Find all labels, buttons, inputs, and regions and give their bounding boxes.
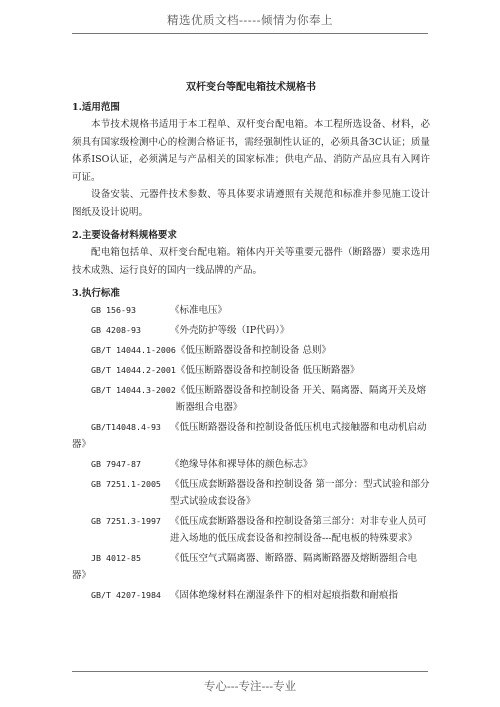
standard-code: JB 4012-85 — [91, 553, 141, 563]
standard-name: 《低压断路器设备和控制设备低压机电式接触器和电动机启动器》 — [72, 422, 427, 450]
standard-item — [72, 419, 430, 453]
scope-paragraph-1: 本节技术规格书适用于本工程单、双杆变台配电箱。本工程所选设备、材料，必须具有国家级检测中心的检测合格证书，需经强制性认证的，必须具备3C认证；质量体系ISO认证，必须满足与产品相关的国家标准；供电产品、消防产品应具有入网许可证。 — [72, 119, 430, 183]
standard-name: 《绝缘导体和裸导体的颜色标志》 — [170, 459, 313, 470]
standard-item — [72, 382, 430, 416]
standard-item — [72, 456, 430, 473]
standard-code: GB 7251.3-1997 — [91, 516, 161, 526]
standard-name: 《低压断路器设备和控制设备 开关、隔离器、隔离开关及熔断器组合电器》 — [175, 385, 426, 413]
standard-code: GB 7947-87 — [91, 459, 141, 469]
standard-item — [72, 362, 430, 379]
standard-name: 《固体绝缘材料在潮湿条件下的相对起痕指数和耐痕指 — [170, 590, 399, 601]
section-heading-standards: 3.执行标准 — [72, 288, 120, 299]
document-body — [72, 78, 430, 607]
document-title: 双杆变台等配电箱技术规格书 — [186, 82, 316, 93]
standard-item — [72, 322, 430, 339]
standard-code: GB/T 14044.1-2006 — [91, 345, 176, 355]
standard-item — [72, 302, 430, 319]
standard-item — [72, 476, 430, 510]
page-footer: 专心---专注---专业 — [203, 679, 297, 693]
page-header: 精选优质文档-----倾情为你奉上 — [167, 13, 333, 27]
standard-name: 《低压断路器设备和控制设备 总则》 — [175, 345, 331, 356]
standard-code: GB 156-93 — [91, 305, 136, 315]
scope-paragraph-2: 设备安装、元器件技术参数、等具体要求请遵照有关规范和标准并参见施工设计图纸及设计说明。 — [72, 189, 430, 218]
standards-list — [72, 302, 430, 604]
standard-item — [72, 513, 430, 547]
standard-item — [72, 342, 430, 359]
standard-code: GB/T14048.4-93 — [91, 422, 161, 432]
standard-item — [72, 550, 430, 584]
standard-name: 《低压成套断路器设备和控制设备 第一部分：型式试验和部分型式试验成套设备》 — [170, 479, 430, 507]
standard-name: 《标准电压》 — [170, 305, 228, 316]
standard-name: 《低压成套断路器设备和控制设备第三部分：对非专业人员可进入场地的低压成套设备和控制设备---配电板的特殊要求》 — [170, 516, 427, 544]
standard-item — [72, 587, 430, 604]
standard-name: 《低压空气式隔离器、断路器、隔离断路器及熔断器组合电器》 — [72, 553, 418, 581]
materials-paragraph: 配电箱包括单、双杆变台配电箱。箱体内开关等重要元器件（断路器）要求选用技术成熟、运行良好的国内一线品牌的产品。 — [72, 247, 430, 276]
header-divider — [72, 33, 428, 34]
standard-code: GB 7251.1-2005 — [91, 479, 161, 489]
standard-name: 《外壳防护等级（IP代码）》 — [170, 325, 290, 336]
standard-name: 《低压断路器设备和控制设备 低压断路器》 — [175, 365, 360, 376]
standard-code: GB/T 4207-1984 — [91, 590, 161, 600]
section-heading-scope: 1.适用范围 — [72, 102, 120, 113]
standard-code: GB 4208-93 — [91, 325, 141, 335]
footer-divider — [72, 671, 428, 672]
standard-code: GB/T 14044.2-2001 — [91, 365, 176, 375]
section-heading-materials: 2.主要设备材料规格要求 — [72, 230, 177, 241]
standard-code: GB/T 14044.3-2002 — [91, 385, 176, 395]
